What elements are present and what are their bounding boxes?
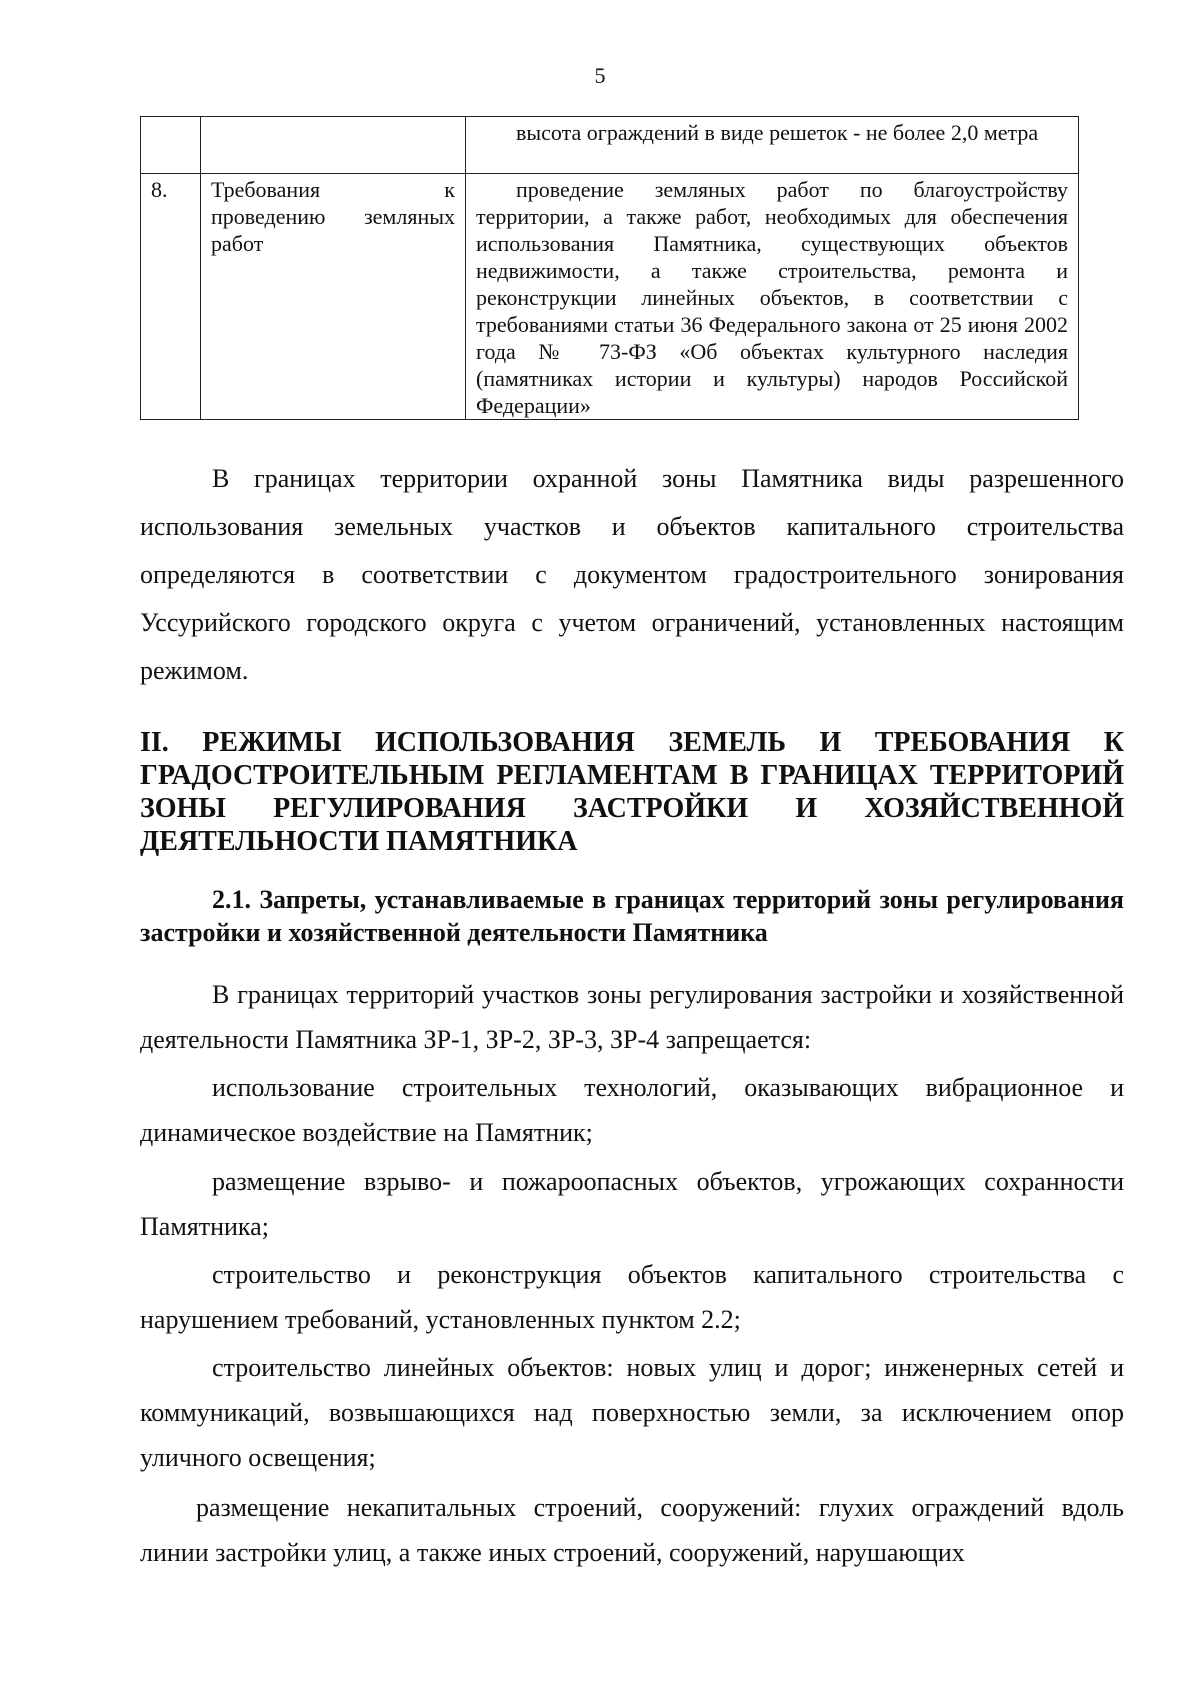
requirements-table [140, 116, 1079, 420]
body-paragraph: строительство линейных объектов: новых улиц и дорог; инженерных сетей и коммуникаций, возвышающихся над поверхностью земли, за исключением опор уличного освещения; [140, 1353, 1124, 1472]
row-label-cell: Требования к проведению земляных работ [201, 174, 466, 420]
row-number-cell: 8. [141, 174, 201, 420]
body-paragraph: размещение взрыво- и пожароопасных объектов, угрожающих сохранности Памятника; [140, 1167, 1124, 1241]
page-number: 5 [594, 63, 606, 88]
body-paragraph: размещение некапитальных строений, сооружений: глухих ограждений вдоль линии застройки улиц, а также иных строений, сооружений, нарушающих [140, 1493, 1124, 1567]
intro-paragraph: В границах территории охранной зоны Памятника виды разрешенного использования земельных участков и объектов капитального строительства определяются в соответствии с документом градостроительного зонирования Уссурийского городского округа с учетом ограничений, установленных настоящим режимом. [140, 464, 1124, 685]
section-heading: II. РЕЖИМЫ ИСПОЛЬЗОВАНИЯ ЗЕМЕЛЬ И ТРЕБОВАНИЯ К ГРАДОСТРОИТЕЛЬНЫМ РЕГЛАМЕНТАМ В ГРАНИЦАХ ТЕРРИТОРИЙ ЗОНЫ РЕГУЛИРОВАНИЯ ЗАСТРОЙКИ И ХОЗЯЙСТВЕННОЙ ДЕЯТЕЛЬНОСТИ ПАМЯТНИКА [140, 727, 1124, 857]
body-paragraph: строительство и реконструкция объектов капитального строительства с нарушением требований, установленных пунктом 2.2; [140, 1260, 1124, 1334]
body-paragraph: В границах территорий участков зоны регулирования застройки и хозяйственной деятельности Памятника ЗР-1, ЗР-2, ЗР-3, ЗР-4 запрещается: [140, 980, 1124, 1054]
body-paragraph: использование строительных технологий, оказывающих вибрационное и динамическое воздействие на Памятник; [140, 1073, 1124, 1147]
row-label-cell [201, 117, 466, 174]
section-subheading: 2.1. Запреты, устанавливаемые в границах территорий зоны регулирования застройки и хозяйственной деятельности Памятника [140, 885, 1124, 947]
row-text-cell: высота ограждений в виде решеток - не более 2,0 метра [466, 117, 1079, 174]
row-text-cell: проведение земляных работ по благоустройству территории, а также работ, необходимых для обеспечения использования Памятника, существующих объектов недвижимости, а также строительства, ремонта и реконструкции линейных объектов, в соответствии с требованиями статьи 36 Федерального закона от 25 июня 2002 года № 73-ФЗ «Об объектах культурного наследия (памятниках истории и культуры) народов Российской Федерации» [466, 174, 1079, 420]
table-row [141, 117, 1079, 174]
table-row [141, 174, 1079, 420]
row-number-cell [141, 117, 201, 174]
